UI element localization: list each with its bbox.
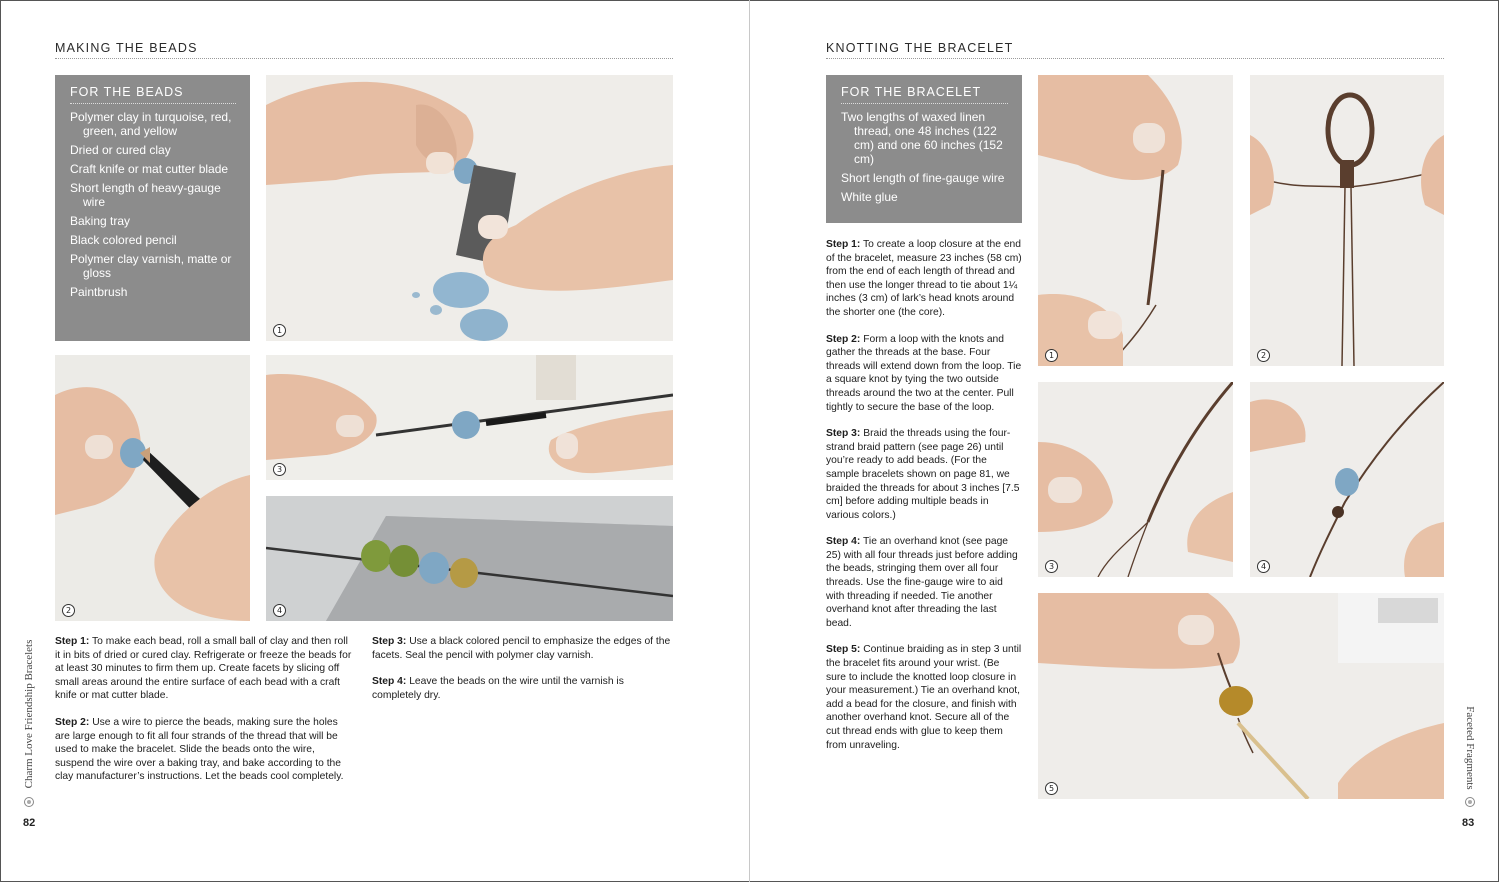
- materials-item: Black colored pencil: [70, 233, 177, 247]
- step-text: Form a loop with the knots and gather the threads at the base. Four threads will extend down from the loop. Tie a square knot by tying the two outside threads around the two at the center. Pull tightly to secure the base of the loop.: [826, 333, 1022, 413]
- step-label: Step 5:: [826, 644, 861, 656]
- materials-box-title: FOR THE BRACELET: [841, 85, 1008, 104]
- step-label: Step 4:: [372, 676, 407, 688]
- step-paragraph: [826, 427, 1022, 522]
- photo-bead-on-wire: [266, 355, 673, 480]
- flower-ornament-icon: [1465, 797, 1475, 807]
- photo-overhand-knot-bead: [1250, 382, 1444, 577]
- step-text: Continue braiding as in step 3 until the bracelet fits around your wrist. (Be sure to include the knotted loop closure in your measurement.) Tie an overhand knot, add a bead for the closure, and finish with another overhand knot. Secure all of the cut thread ends with glue to keep them from unraveling.: [826, 644, 1022, 751]
- step-label: Step 1:: [826, 239, 861, 250]
- materials-box-bracelet: [826, 75, 1022, 223]
- flower-ornament-icon: [24, 797, 34, 807]
- materials-item: Two lengths of waxed linen thread, one 48 inches (122 cm) and one 60 inches (152 cm): [841, 110, 1003, 166]
- left-steps-col-2: [372, 635, 672, 715]
- step-text: Use a black colored pencil to emphasize the edges of the facets. Seal the pencil with polymer clay varnish.: [372, 636, 671, 661]
- materials-box-beads: [55, 75, 250, 341]
- materials-item: Paintbrush: [70, 285, 128, 299]
- step-label: Step 3:: [372, 636, 407, 647]
- step-text: Use a wire to pierce the beads, making sure the holes are large enough to fit all four strands of the thread that will be used to make the bracelet. Slide the beads onto the wire, suspend the wire over a baking tray, and bake according to the clay manufacturer’s instructions. Let the beads cool completely.: [55, 716, 344, 783]
- page-gutter: [749, 0, 750, 882]
- left-steps-col-1: [55, 635, 355, 797]
- photo-number-badge: 3: [273, 463, 286, 476]
- step-label: Step 4:: [826, 536, 861, 548]
- materials-item: Baking tray: [70, 214, 131, 228]
- step-paragraph: [826, 535, 1022, 630]
- step-text: Tie an overhand knot (see page 25) with all four threads just before adding the beads, stringing them over all four threads. Use the fine-gauge wire to aid with threading if needed. Tie another overhand knot after threading the last bead.: [826, 536, 1018, 629]
- step-paragraph: [826, 238, 1022, 320]
- photo-beads-baking-tray: [266, 496, 673, 621]
- photo-number-badge: 1: [1045, 349, 1058, 362]
- step-paragraph: [372, 635, 672, 662]
- right-steps-col: [826, 238, 1022, 765]
- photo-braiding-threads: [1038, 382, 1233, 577]
- photo-number-badge: 4: [1257, 560, 1270, 573]
- photo-number-badge: 1: [273, 324, 286, 337]
- step-label: Step 2:: [55, 716, 90, 728]
- photo-number-badge: 4: [273, 604, 286, 617]
- left-title-rule: [55, 58, 673, 59]
- photo-loop-square-knot: [1250, 75, 1444, 366]
- photo-slicing-bead: [266, 75, 673, 341]
- right-running-head: Faceted Fragments: [1464, 706, 1476, 790]
- materials-item: Short length of heavy-gauge wire: [70, 181, 221, 209]
- step-paragraph: [55, 716, 355, 784]
- photo-number-badge: 5: [1045, 782, 1058, 795]
- photo-number-badge: 3: [1045, 560, 1058, 573]
- step-paragraph: [372, 675, 672, 702]
- photo-number-badge: 2: [62, 604, 75, 617]
- step-text: To create a loop closure at the end of the bracelet, measure 23 inches (58 cm) from the end of each length of thread and then use the longer thread to tie about 1¼ inches (3 cm) of lark’s head knots around the shorter one (the core).: [826, 239, 1022, 318]
- left-running-head: Charm Love Friendship Bracelets: [23, 639, 35, 789]
- materials-item: White glue: [841, 190, 898, 204]
- materials-item: Craft knife or mat cutter blade: [70, 162, 229, 176]
- step-label: Step 3:: [826, 428, 861, 440]
- materials-item: Polymer clay varnish, matte or gloss: [70, 252, 232, 280]
- materials-item: Short length of fine-gauge wire: [841, 171, 1005, 185]
- right-title-rule: [826, 58, 1444, 59]
- step-paragraph: [826, 643, 1022, 752]
- photo-gluing-thread-ends: [1038, 593, 1444, 799]
- step-label: Step 1:: [55, 636, 90, 647]
- right-section-title: KNOTTING THE BRACELET: [826, 41, 1014, 55]
- materials-item: Polymer clay in turquoise, red, green, and yellow: [70, 110, 232, 138]
- left-page-number: 82: [23, 817, 36, 829]
- step-paragraph: [826, 333, 1022, 415]
- materials-item: Dried or cured clay: [70, 143, 171, 157]
- materials-list: [70, 110, 236, 299]
- materials-box-title: FOR THE BEADS: [70, 85, 236, 104]
- left-section-title: MAKING THE BEADS: [55, 41, 198, 55]
- step-paragraph: [55, 635, 355, 703]
- step-text: Braid the threads using the four-strand braid pattern (see page 26) until you’re ready to add beads. (For the sample bracelets shown on page 81, we braided the threads for about 3 inches [7.5 cm] before adding multiple beads in various colors.): [826, 428, 1020, 521]
- photo-number-badge: 2: [1257, 349, 1270, 362]
- materials-list: [841, 110, 1008, 204]
- step-text: To make each bead, roll a small ball of clay and then roll it in bits of dried or cured clay. Refrigerate or freeze the beads for at least 30 minutes to firm them up. Create facets by slicing off small areas around the entire surface of each bead with a craft knife or mat cutter blade.: [55, 636, 352, 702]
- right-page-number: 83: [1462, 817, 1475, 829]
- photo-pencil-on-bead: [55, 355, 250, 621]
- step-text: Leave the beads on the wire until the varnish is completely dry.: [372, 676, 624, 701]
- photo-lark-head-knots: [1038, 75, 1233, 366]
- step-label: Step 2:: [826, 333, 861, 345]
